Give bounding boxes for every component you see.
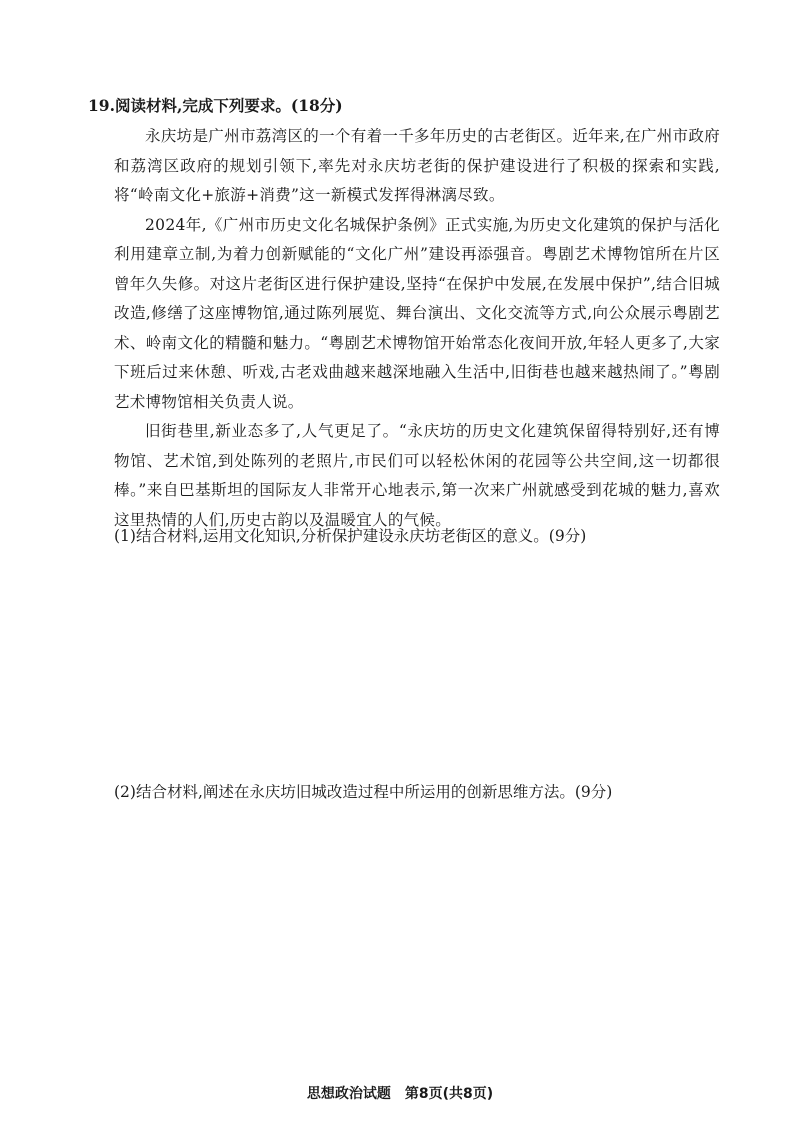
page-footer: 思想政治试题 第8页(共8页) (306, 1086, 494, 1102)
material-paragraph-3: 旧街巷里,新业态多了,人气更足了。“永庆坊的历史文化建筑保留得特别好,还有博物馆、艺术馆,到处陈列的老照片,市民们可以轻松休闲的花园等公共空间,这一切都很棒。”来自巴基斯坦的国际友人非常开心地表示,第一次来广州就感受到花城的魅力,喜欢这里热情的人们,历史古韵以及温暖宜人的气候。 (114, 422, 720, 529)
material-paragraph-1: 永庆坊是广州市荔湾区的一个有着一千多年历史的古老街区。近年来,在广州市政府和荔湾区政府的规划引领下,率先对永庆坊老街的保护建设进行了积极的探索和实践,将“岭南文化+旅游+消费”这一新模式发挥得淋漓尽致。 (114, 127, 720, 204)
reading-material (114, 122, 720, 535)
sub-question-2: (2)结合材料,阐述在永庆坊旧城改造过程中所运用的创新思维方法。(9分) (114, 783, 613, 801)
sub-question-1: (1)结合材料,运用文化知识,分析保护建设永庆坊老街区的意义。(9分) (114, 527, 587, 545)
question-header: 19.阅读材料,完成下列要求。(18分) (88, 96, 343, 115)
material-paragraph-2: 2024年,《广州市历史文化名城保护条例》正式实施,为历史文化建筑的保护与活化利用建章立制,为着力创新赋能的“文化广州”建设再添强音。粤剧艺术博物馆所在片区曾年久失修。对这片老街区进行保护建设,坚持“在保护中发展,在发展中保护”,结合旧城改造,修缮了这座博物馆,通过陈列展览、舞台演出、文化交流等方式,向公众展示粤剧艺术、岭南文化的精髓和魅力。“粤剧艺术博物馆开始常态化夜间开放,年轻人更多了,大家下班后过来休憩、听戏,古老戏曲越来越深地融入生活中,旧街巷也越来越热闹了。”粤剧艺术博物馆相关负责人说。 (114, 215, 720, 411)
